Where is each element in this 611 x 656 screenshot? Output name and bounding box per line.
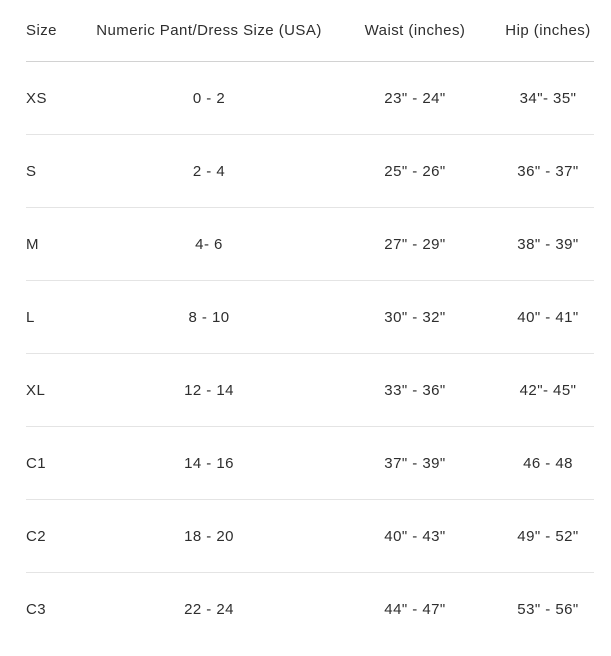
column-header-size: Size (26, 22, 57, 39)
size-cell: XL (26, 381, 46, 399)
waist-cell: 40" - 43" (384, 527, 446, 545)
size-cell: L (26, 308, 35, 326)
numeric-cell: 22 - 24 (184, 600, 234, 618)
waist-cell: 33" - 36" (384, 381, 446, 399)
numeric-cell: 2 - 4 (192, 162, 226, 180)
table-row (26, 573, 594, 646)
hip-cell: 46 - 48 (523, 454, 573, 472)
numeric-cell: 12 - 14 (184, 381, 234, 399)
size-cell: C2 (26, 527, 47, 545)
numeric-cell: 8 - 10 (188, 308, 230, 326)
numeric-cell: 14 - 16 (184, 454, 234, 472)
size-cell: M (26, 235, 39, 253)
waist-cell: 37" - 39" (384, 454, 446, 472)
size-cell: S (26, 162, 37, 180)
column-header-numeric: Numeric Pant/Dress Size (USA) (96, 22, 322, 39)
waist-cell: 25" - 26" (384, 162, 446, 180)
waist-cell: 30" - 32" (384, 308, 446, 326)
header-row (26, 0, 594, 62)
table-row (26, 500, 594, 573)
table-row (26, 135, 594, 208)
table-row (26, 208, 594, 281)
size-chart-header (26, 0, 594, 62)
numeric-cell: 4- 6 (195, 235, 223, 253)
table-row (26, 354, 594, 427)
numeric-cell: 0 - 2 (192, 89, 226, 107)
hip-cell: 49" - 52" (517, 527, 579, 545)
size-chart-body (26, 62, 594, 646)
hip-cell: 40" - 41" (517, 308, 579, 326)
hip-cell: 42"- 45" (519, 381, 577, 399)
size-cell: XS (26, 89, 47, 107)
hip-cell: 53" - 56" (517, 600, 579, 618)
hip-cell: 36" - 37" (517, 162, 579, 180)
table-row (26, 62, 594, 135)
waist-cell: 44" - 47" (384, 600, 446, 618)
size-cell: C3 (26, 600, 47, 618)
size-chart-table (26, 0, 594, 645)
waist-cell: 27" - 29" (384, 235, 446, 253)
waist-cell: 23" - 24" (384, 89, 446, 107)
numeric-cell: 18 - 20 (184, 527, 234, 545)
table-row (26, 281, 594, 354)
size-cell: C1 (26, 454, 47, 472)
hip-cell: 34"- 35" (519, 89, 577, 107)
column-header-hip: Hip (inches) (505, 22, 591, 39)
hip-cell: 38" - 39" (517, 235, 579, 253)
column-header-waist: Waist (inches) (364, 22, 466, 39)
table-row (26, 427, 594, 500)
